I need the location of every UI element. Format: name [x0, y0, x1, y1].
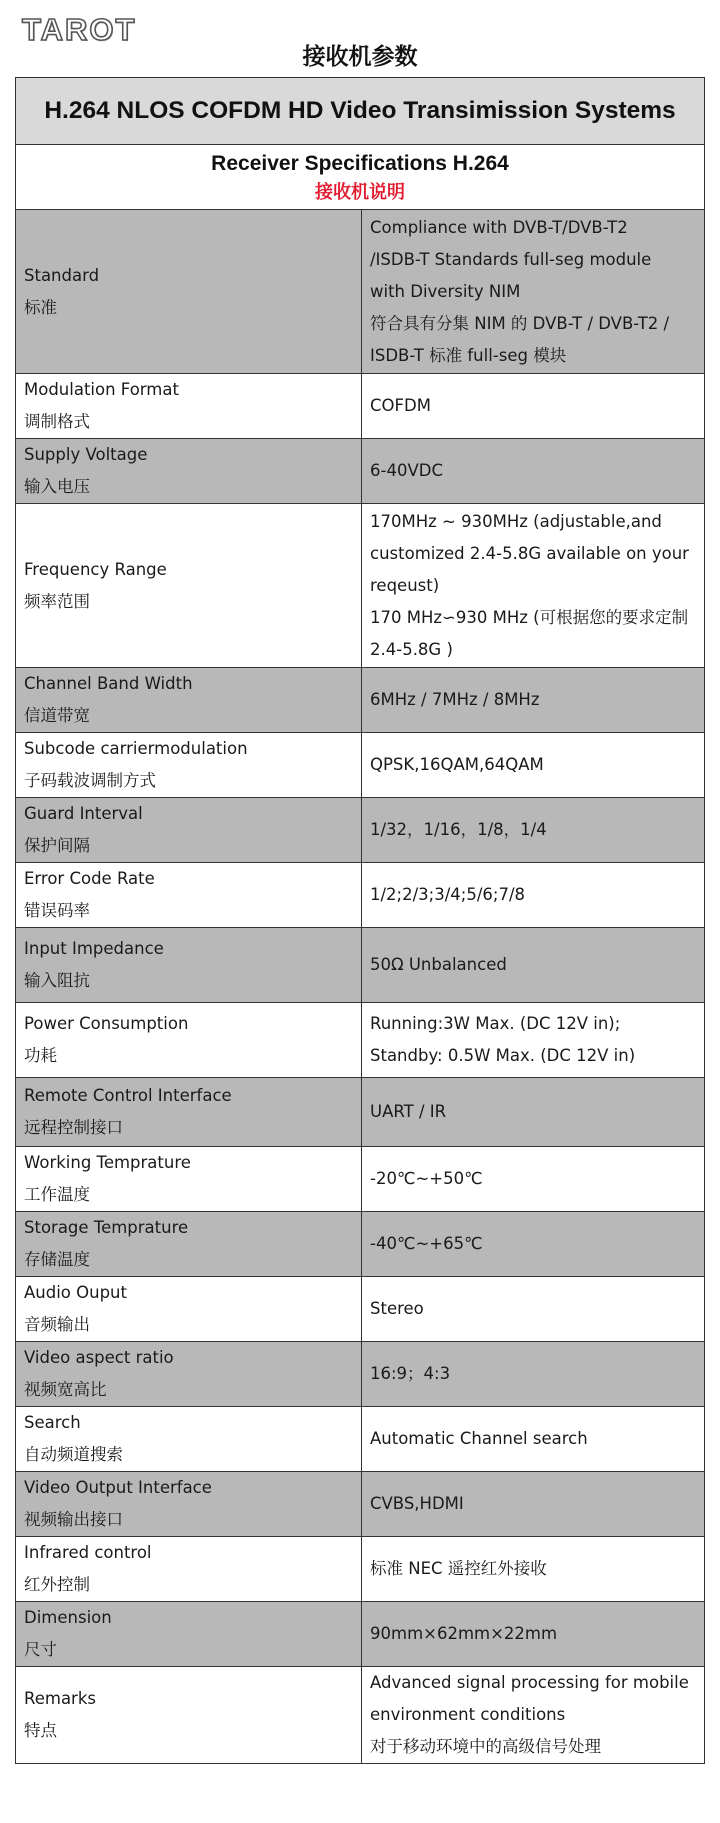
parameter-name-cn: 功耗: [24, 1046, 57, 1065]
parameter-name-cn: 输入电压: [24, 477, 90, 496]
tarot-logo: TAROT: [22, 12, 137, 47]
parameter-name-cell: [16, 1003, 362, 1078]
parameter-value-cell: 6MHz / 7MHz / 8MHz: [362, 668, 705, 733]
page-title: 接收机参数: [302, 44, 418, 70]
table-row: [16, 439, 705, 504]
parameter-name-cell: [16, 1147, 362, 1212]
parameter-name-cell: [16, 374, 362, 439]
parameter-name-cn: 频率范围: [24, 591, 90, 611]
parameter-value-cell: Compliance with DVB-T/DVB-T2 /ISDB-T Standards full-seg module with Diversity NIM 符合具有分集 NIM 的 DVB-T / DVB-T2 / ISDB-T 标准 full-seg 模块: [362, 210, 705, 374]
parameter-name-cn: 特点: [24, 1721, 57, 1740]
parameter-name-cn: 调制格式: [24, 412, 90, 431]
parameter-name-en: Channel Band Width: [24, 674, 193, 693]
parameter-name-cell: [16, 1078, 362, 1147]
receiver-spec-title: Receiver Specifications H.264: [211, 152, 509, 175]
parameter-name-en: Supply Voltage: [24, 445, 148, 464]
parameter-name-cell: [16, 439, 362, 504]
table-row: [16, 1602, 705, 1667]
table-row: [16, 504, 705, 668]
receiver-spec-title-cn: 接收机说明: [315, 182, 405, 203]
parameter-value-cell: 标准 NEC 遥控红外接收: [362, 1537, 705, 1602]
parameter-name-en: Standard: [24, 265, 100, 285]
parameter-value-cell: 90mm×62mm×22mm: [362, 1602, 705, 1667]
parameter-name-cell: [16, 668, 362, 733]
table-row: [16, 210, 705, 374]
parameter-value-cell: Automatic Channel search: [362, 1407, 705, 1472]
parameter-value-cell: Running:3W Max. (DC 12V in); Standby: 0.5W Max. (DC 12V in): [362, 1003, 705, 1078]
parameter-value-cell: 50Ω Unbalanced: [362, 928, 705, 1003]
table-row: [16, 1667, 705, 1764]
parameter-name-en: Working Temprature: [24, 1153, 191, 1172]
parameter-name-en: Remote Control Interface: [24, 1086, 232, 1105]
parameter-value-cell: UART / IR: [362, 1078, 705, 1147]
parameter-name-cell: [16, 798, 362, 863]
parameter-name-cn: 输入阻抗: [24, 971, 90, 990]
parameter-value-cell: -40℃~+65℃: [362, 1212, 705, 1277]
table-row: [16, 1212, 705, 1277]
parameter-name-cell: [16, 863, 362, 928]
parameter-name-cell: [16, 1212, 362, 1277]
parameter-name-en: Subcode carriermodulation: [24, 739, 248, 758]
table-row: [16, 1537, 705, 1602]
parameter-name-cn: 视频宽高比: [24, 1380, 107, 1399]
table-row: [16, 1277, 705, 1342]
parameter-name-cell: [16, 1667, 362, 1764]
parameter-value-cell: Advanced signal processing for mobile environment conditions 对于移动环境中的高级信号处理: [362, 1667, 705, 1764]
parameter-value-cell: -20℃~+50℃: [362, 1147, 705, 1212]
parameter-name-cn: 视频输出接口: [24, 1510, 123, 1529]
table-subheader: [16, 145, 705, 210]
parameter-name-en: Error Code Rate: [24, 869, 155, 888]
parameter-name-cn: 工作温度: [24, 1185, 90, 1204]
table-row: [16, 1472, 705, 1537]
parameter-name-cn: 子码载波调制方式: [24, 771, 156, 790]
parameter-value-cell: Stereo: [362, 1277, 705, 1342]
parameter-value-cell: QPSK,16QAM,64QAM: [362, 733, 705, 798]
parameter-name-en: Storage Temprature: [24, 1218, 189, 1237]
parameter-name-en: Guard Interval: [24, 804, 143, 823]
table-subheader-row: [16, 145, 705, 210]
parameter-name-cell: [16, 1407, 362, 1472]
parameter-name-cell: [16, 1602, 362, 1667]
table-row: [16, 1078, 705, 1147]
parameter-value-cell: CVBS,HDMI: [362, 1472, 705, 1537]
parameter-name-cell: [16, 1342, 362, 1407]
table-row: [16, 374, 705, 439]
parameter-name-en: Modulation Format: [24, 380, 179, 399]
table-row: [16, 733, 705, 798]
parameter-name-en: Remarks: [24, 1689, 96, 1708]
parameter-name-cell: [16, 1472, 362, 1537]
parameter-value-cell: 1/2;2/3;3/4;5/6;7/8: [362, 863, 705, 928]
receiver-spec-table: [15, 77, 705, 1764]
table-header-row: [16, 78, 705, 145]
table-row: [16, 928, 705, 1003]
parameter-name-cell: [16, 928, 362, 1003]
parameter-name-cn: 错误码率: [24, 901, 90, 920]
parameter-name-cell: [16, 210, 362, 374]
parameter-name-cn: 远程控制接口: [24, 1118, 123, 1137]
parameter-name-en: Frequency Range: [24, 559, 167, 579]
table-row: [16, 668, 705, 733]
parameter-name-en: Video aspect ratio: [24, 1348, 174, 1367]
parameter-name-en: Infrared control: [24, 1543, 152, 1562]
parameter-name-cn: 音频输出: [24, 1315, 90, 1334]
parameter-value-cell: 6-40VDC: [362, 439, 705, 504]
table-main-title: H.264 NLOS COFDM HD Video Transimission Systems: [16, 78, 705, 145]
parameter-name-cn: 标准: [24, 297, 57, 317]
table-row: [16, 1342, 705, 1407]
parameter-name-cell: [16, 1537, 362, 1602]
parameter-name-cn: 红外控制: [24, 1575, 90, 1594]
table-row: [16, 1407, 705, 1472]
table-row: [16, 1147, 705, 1212]
parameter-name-cn: 尺寸: [24, 1640, 57, 1659]
parameter-name-cn: 自动频道搜索: [24, 1445, 123, 1464]
table-row: [16, 798, 705, 863]
parameter-value-cell: 1/32，1/16，1/8，1/4: [362, 798, 705, 863]
parameter-name-en: Power Consumption: [24, 1014, 189, 1033]
table-row: [16, 863, 705, 928]
parameter-name-en: Dimension: [24, 1608, 112, 1627]
parameter-name-cn: 信道带宽: [24, 706, 90, 725]
parameter-name-cn: 存储温度: [24, 1250, 90, 1269]
parameter-name-cell: [16, 733, 362, 798]
table-row: [16, 1003, 705, 1078]
parameter-value-cell: 170MHz ~ 930MHz (adjustable,and customized 2.4-5.8G available on your reqeust) 170 MHz∽930 MHz (可根据您的要求定制 2.4-5.8G ): [362, 504, 705, 668]
parameter-name-cell: [16, 504, 362, 668]
parameter-name-cn: 保护间隔: [24, 836, 90, 855]
parameter-name-en: Search: [24, 1413, 81, 1432]
parameter-name-en: Video Output Interface: [24, 1478, 212, 1497]
parameter-name-en: Input Impedance: [24, 939, 164, 958]
parameter-name-cell: [16, 1277, 362, 1342]
parameter-value-cell: 16:9；4:3: [362, 1342, 705, 1407]
parameter-name-en: Audio Ouput: [24, 1283, 127, 1302]
parameter-value-cell: COFDM: [362, 374, 705, 439]
